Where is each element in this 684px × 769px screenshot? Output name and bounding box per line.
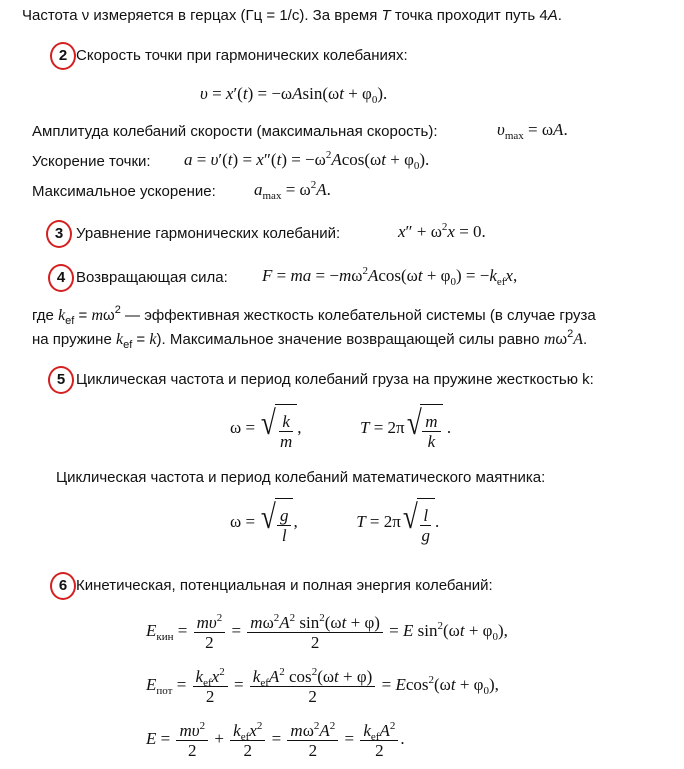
accel-text: Ускорение точки: — [32, 153, 151, 170]
accel-formula: $a = \upsilon'(t) = x''(t) = -\omega^2Acos(\omega t + \varphi_0)$. — [184, 149, 430, 172]
stiffness-line-1: где $k_{ef} = m\omega^2$ — эффективная жесткость колебательной системы (в случае груза — [32, 304, 596, 327]
kinetic-energy-formula: $E_{кин}$ = $\frac{m\upsilon^2}{2}$ = $\frac{m\omega^2A^2 \sin^2(\omega t + \varphi)}{2}$ = E $\sin^2(\omega t + \varphi_0)$, — [146, 611, 508, 652]
total-energy-formula: E = $\frac{m\upsilon^2}{2}$ + $\frac{k_{ef}x^2}{2}$ = $\frac{m\omega^2A^2}{2}$ = $\frac{k_{ef}A^2}{2}$ . — [146, 719, 405, 760]
section-number-6: 6 — [50, 572, 76, 600]
section-number-5: 5 — [48, 366, 74, 394]
max-accel-formula: $a_{max} = \omega^2A$. — [254, 179, 331, 202]
velocity-formula: $\upsilon = x'(t) = -\omega Asin(\omega t + \varphi_0)$. — [200, 84, 388, 106]
section-2-title: Скорость точки при гармонических колебаниях: — [76, 47, 408, 64]
amplitude-text: Амплитуда колебаний скорости (максимальная скорость): — [32, 123, 438, 140]
intro-text: Частота ν измеряется в герцах (Гц = 1/с). За время T точка проходит путь 4A. — [22, 7, 562, 24]
stiffness-line-2: на пружине $k_{ef} = k$). Максимальное значение возвращающей силы равно $m\omega^2A$. — [32, 328, 588, 351]
section-number-3: 3 — [46, 220, 72, 248]
harmonic-equation: $x'' + \omega^2x = 0$. — [398, 221, 486, 241]
section-number-4: 4 — [48, 264, 74, 292]
potential-energy-formula: $E_{пот}$ = $\frac{k_{ef}x^2}{2}$ = $\frac{k_{ef}A^2 \cos^2(\omega t + \varphi)}{2}$ = $Ecos^2(\omega t + \varphi_0)$, — [146, 665, 499, 706]
pendulum-formula: ω = √ $\frac{g}{l}$ , T = 2π √ $\frac{l}{g}$ . — [230, 498, 439, 548]
section-number-2: 2 — [50, 42, 76, 70]
max-accel-text: Максимальное ускорение: — [32, 183, 216, 200]
pendulum-text: Циклическая частота и период колебаний математического маятника: — [56, 469, 546, 486]
section-3-title: Уравнение гармонических колебаний: — [76, 225, 341, 242]
section-5-title: Циклическая частота и период колебаний груза на пружине жесткостью k: — [76, 371, 594, 388]
spring-formula: ω = √ $\frac{k}{m}$ , T = 2π √ $\frac{m}{k}$ . — [230, 404, 451, 454]
amplitude-formula: $\upsilon_{max} = \omega A$. — [497, 120, 568, 142]
restoring-force-formula: F = ma = $-m\omega^2Acos(\omega t + \varphi_0) = -k_{ef}x$, — [262, 265, 518, 288]
section-4-title: Возвращающая сила: — [76, 269, 228, 286]
section-6-title: Кинетическая, потенциальная и полная энергия колебаний: — [76, 577, 493, 594]
